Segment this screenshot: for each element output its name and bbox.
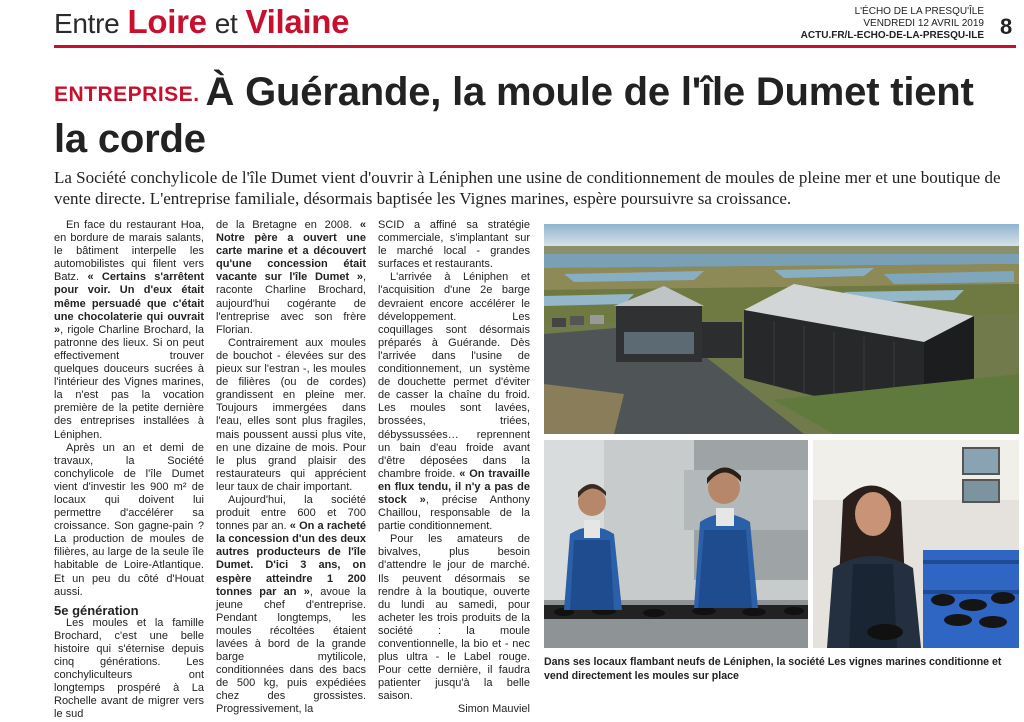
headline-block [54, 70, 1014, 161]
article-column-2 [216, 219, 366, 717]
section-title [54, 2, 349, 44]
kicker: ENTREPRISE. [54, 83, 200, 106]
paragraph [54, 219, 204, 442]
text: , raconte Charline Brochard, aujourd'hui cogérante de l'entreprise avec son frère Florian. [216, 271, 366, 336]
text: En face du restaurant Hoa, en bordure de marais salants, le bâtiment interpelle les automobilistes qui filent vers Batz. [54, 219, 204, 284]
article-column-3 [378, 219, 530, 717]
header-rule [54, 45, 1016, 48]
text: de la Bretagne en 2008. [216, 219, 360, 231]
quote: « On a racheté la concession d'un des deux autres producteurs de l'île Dumet. D'ici 3 ans, on espère atteindre 1 200 tonnes par an » [216, 520, 366, 598]
quote: « Notre père a ouvert une carte marine et a découvert qu'une concession était vacante sur l'île Dumet » [216, 219, 366, 284]
subheading: 5e génération [54, 602, 139, 618]
photo-building [544, 224, 1019, 434]
section-word-1: Entre [54, 8, 120, 39]
paragraph: Contrairement aux moules de bouchot - élevées sur des pieux sur l'estran -, les moules de filières (ou de cordes) grandissent en pleine mer. Toujours immergées dans l'eau, elles sont plus fragiles, mais poussent aussi plus vite, en une dizaine de mois. Pour le plus grand plaisir des restaurateurs qui apprécient leur taux de chair important. [216, 336, 366, 493]
paragraph [378, 271, 530, 533]
photo-workers [544, 440, 808, 648]
building-illustration [544, 224, 1019, 434]
workers-illustration [544, 440, 808, 648]
page-number: 8 [1000, 14, 1013, 39]
section-word-4: Vilaine [245, 3, 350, 40]
paragraph: SCID a affiné sa stratégie commerciale, s'implantant sur le marché local - grandes surfaces et restaurants. [378, 219, 530, 271]
manager-illustration [813, 440, 1019, 648]
masthead [801, 6, 984, 42]
paragraph: Après un an et demi de travaux, la Société conchylicole de l'île Dumet vient d'investir les 900 m² de locaux qui doivent lui permettre d'accélérer sa croissance. Son gagne-pain ? La production de moules de filières, au large de la seule île habitable de Loire-Atlantique. Et un peu du côté d'Houat aussi. [54, 441, 204, 598]
masthead-name: L'ÉCHO DE LA PRESQU'ÎLE [854, 6, 984, 17]
author-signature: Simon Mauviel [457, 703, 530, 716]
quote: « Certains s'arrêtent pour voir. Un d'eux était même persuadé que c'était une chocolaterie qui ouvrait » [54, 271, 204, 336]
headline: À Guérande, la moule de l'île Dumet tient la corde [54, 70, 974, 161]
text: , avoue la jeune chef d'entreprise. Pendant longtemps, les moules récoltées étaient lavées à bord de la grande barge mytilicole, conditionnées dans des bacs de 500 kg, puis expédiées chez des grossistes. Progressivement, la [216, 585, 367, 716]
section-word-2: Loire [127, 3, 207, 40]
masthead-url: ACTU.FR/L-ECHO-DE-LA-PRESQU-ILE [800, 30, 984, 41]
photo-manager [813, 440, 1019, 648]
standfirst: La Société conchylicole de l'île Dumet vient d'ouvrir à Léniphen une usine de conditionnement de moules de pleine mer et une boutique de vente directe. L'entreprise familiale, désormais baptisée les Vignes marines, espère poursuivre sa croissance. [54, 168, 1001, 208]
paragraph [216, 494, 366, 717]
text: , précise Anthony Chaillou, responsable de la partie conditionnement. [378, 493, 530, 533]
paragraph [216, 219, 366, 337]
text: Aujourd'hui, la société produit entre 600 et 700 tonnes par an. [216, 493, 366, 533]
paragraph: Pour les amateurs de bivalves, plus besoin d'attendre le jour de marché. Ils peuvent désormais se rendre à la boutique, ouverte du lundi au samedi, pour acheter les trois produits de la société : la moule conventionnelle, la bio et - nec plus ultra - le Label rouge. Pour cette dernière, il faudra patienter jusqu'à la belle saison. [378, 533, 530, 703]
text: L'arrivée à Léniphen et l'acquisition d'une 2e barge devraient encore accélérer le développement. Les coquillages sont désormais préparés à Guérande. Dès l'arrivée dans l'usine de conditionnement, un système de douchette permet d'éviter de casser la chaîne du froid. Les moules sont lavées, brossées, triées, débyssussées… reprennent un bain d'eau froide avant d'être déposées dans la chambre froide. [378, 271, 530, 480]
paragraph: Les moules et la famille Brochard, c'est une belle histoire qui s'éternise depuis cinq générations. Les conchyliculteurs ont longtemps prospéré à La Rochelle avant de migrer vers le sud [54, 616, 204, 721]
section-word-3: et [214, 8, 238, 39]
masthead-date: VENDREDI 12 AVRIL 2019 [863, 18, 984, 29]
photo-caption: Dans ses locaux flambant neufs de Léniphen, la société Les vignes marines conditionne et vend directement les moules sur place [544, 656, 1002, 682]
text: , rigole Charline Brochard, la patronne des lieux. Si on peut effectivement trouver quelques douceurs sucrées à l'intérieur des Vignes marines, la n'est pas la vocation première de la petite dernière des entreprises installées à Léniphen. [54, 323, 204, 441]
article-column-1 [54, 219, 204, 722]
quote: « On travaille en flux tendu, il n'y a pas de stock » [378, 467, 531, 506]
